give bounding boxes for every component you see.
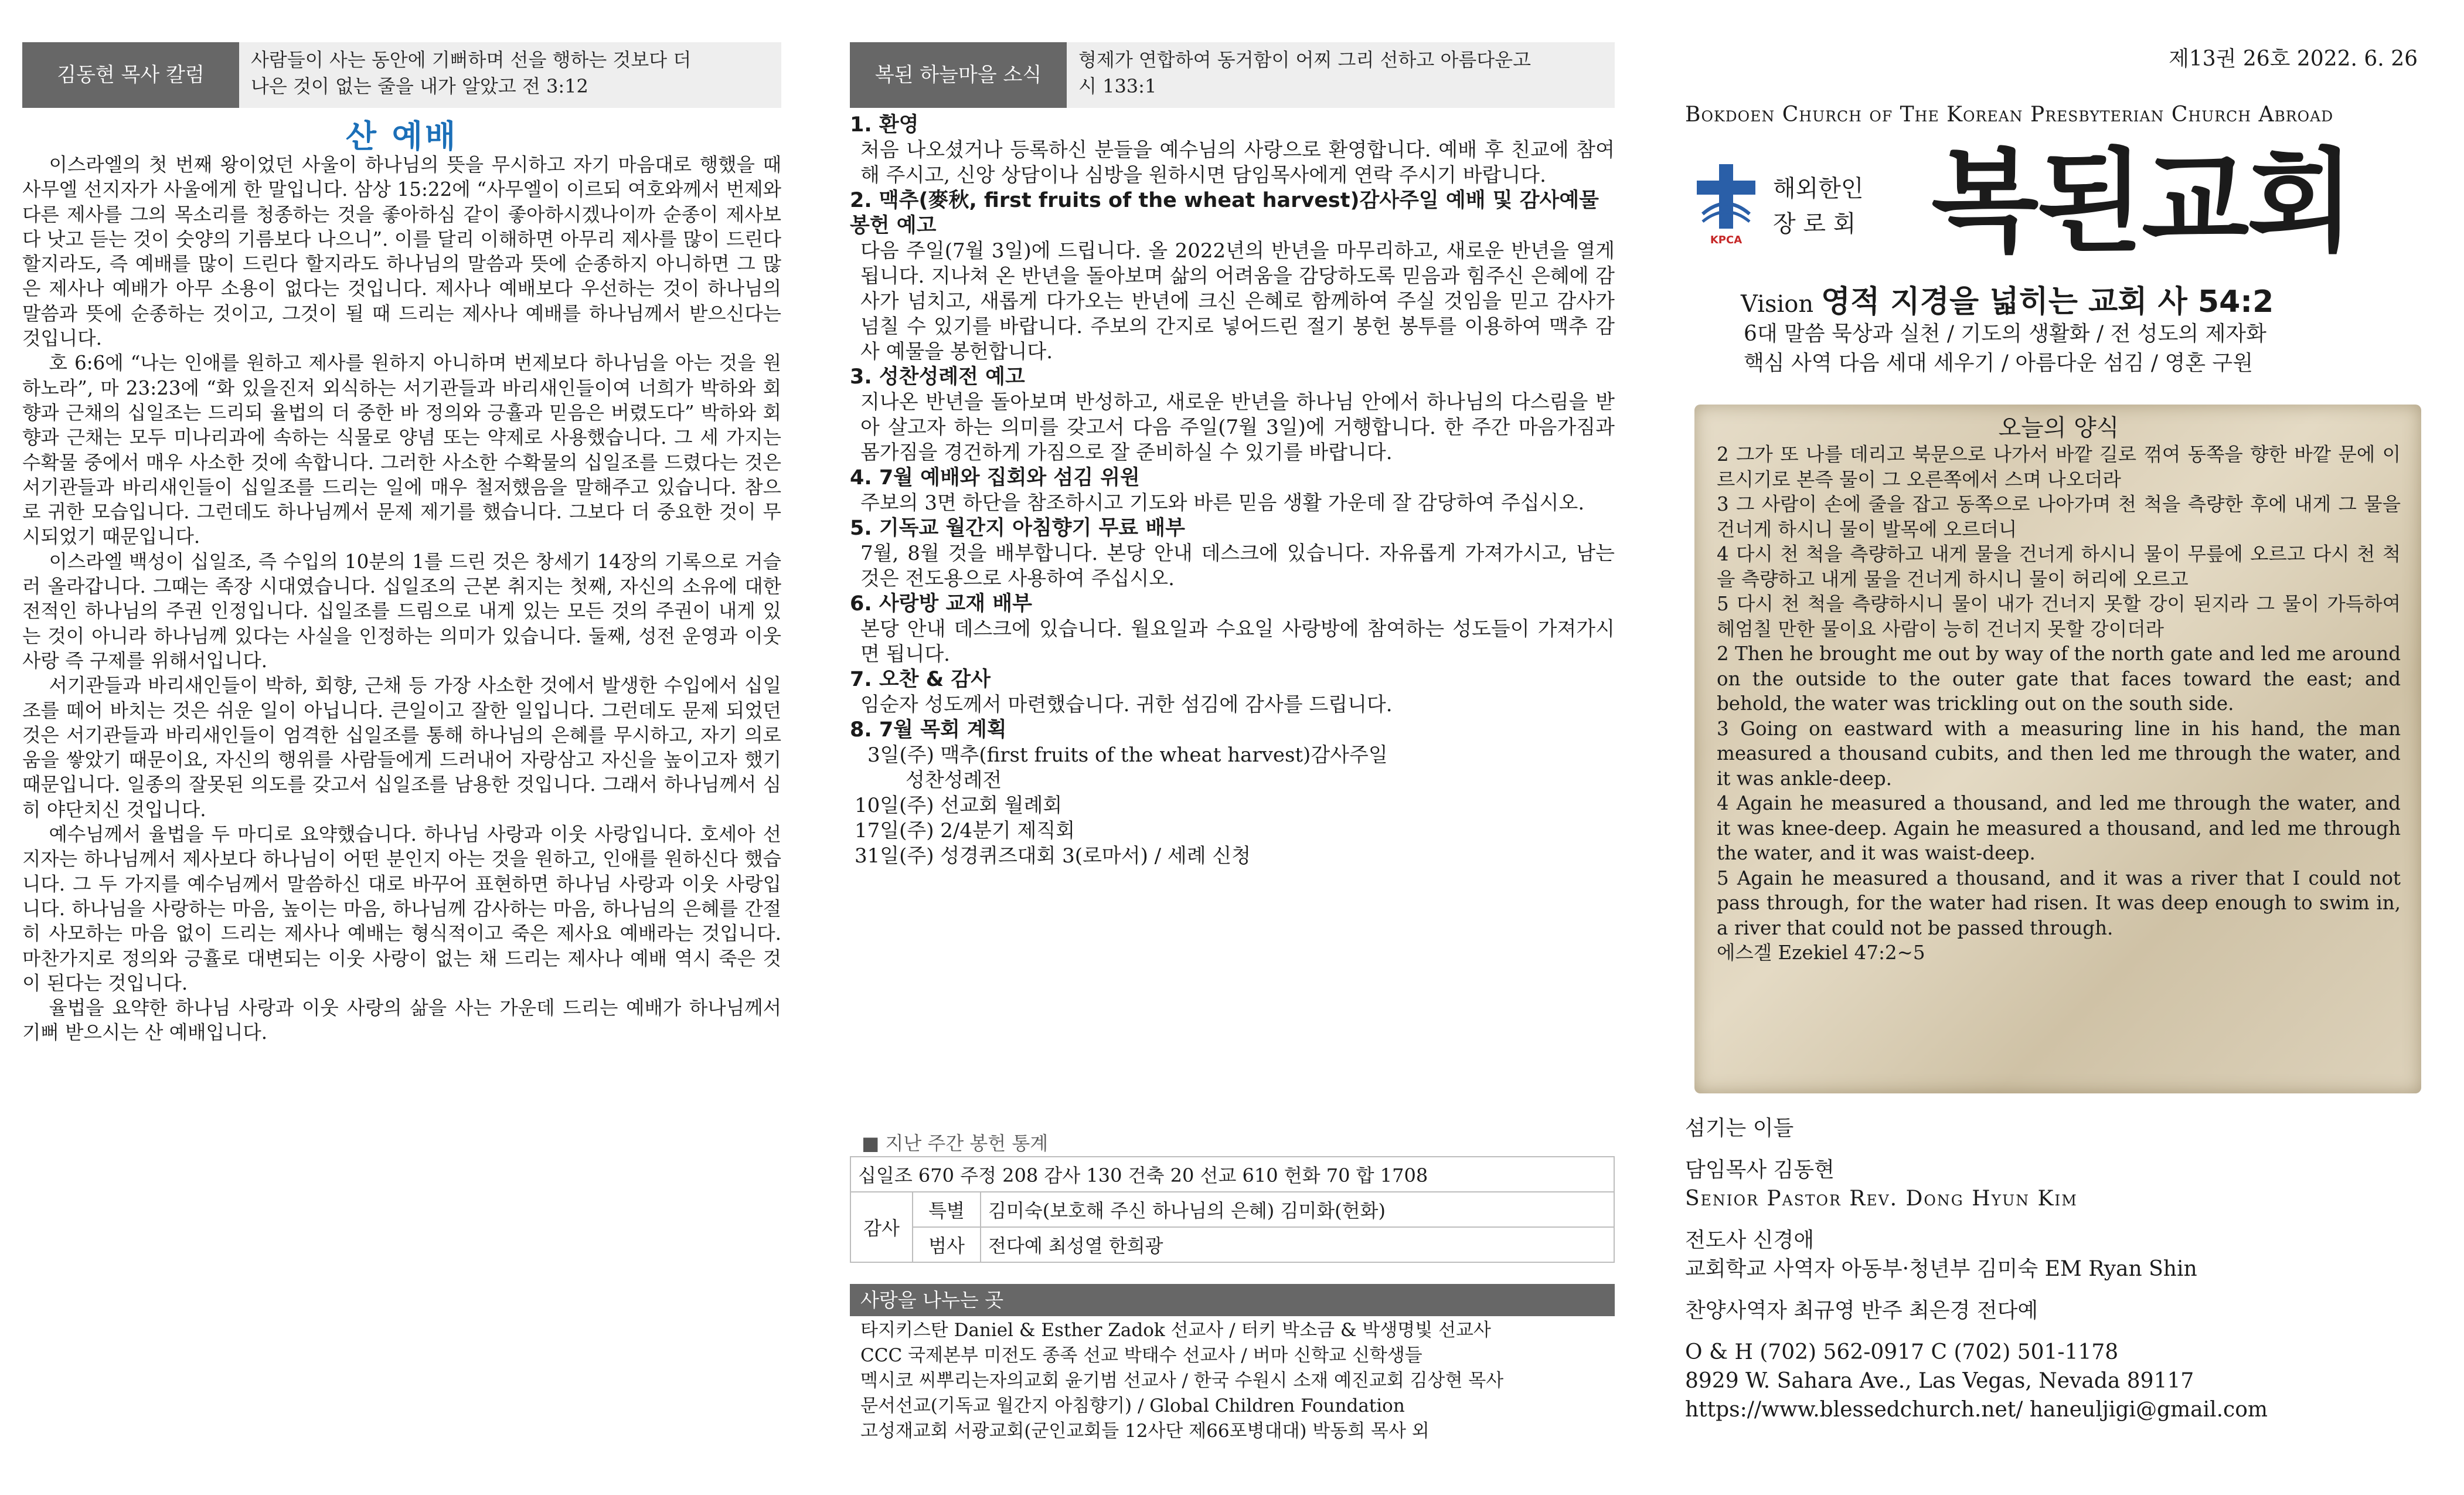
table-row xyxy=(850,1227,1614,1262)
verse-line: 4 Again he measured a thousand, and led me through the water, and it was knee-deep. Again he measured a thousand, and led me through the water, and it was waist-deep. xyxy=(1717,792,2401,864)
list-item: 고성재교회 서광교회(군인교회들 12사단 제66포병대대) 박동희 목사 외 xyxy=(860,1421,1430,1442)
offering-totals: 십일조 670 주정 208 감사 130 건축 20 선교 610 헌화 70 합 1708 xyxy=(850,1157,1614,1192)
verse-line: 5 다시 천 척을 측량하시니 물이 내가 건너지 못할 강이 된지라 그 물이 가득하여 헤엄칠 만한 물이요 사람이 능히 건너지 못할 강이더라 xyxy=(1717,593,2401,640)
notice-heading: 5. 기독교 월간지 아침향기 무료 배부 xyxy=(850,517,1185,540)
bumsa-value: 전다예 최성열 한희광 xyxy=(981,1227,1614,1262)
column-header xyxy=(850,42,1615,108)
header-verse: 사람들이 사는 동안에 기뻐하며 선을 행하는 것보다 더 나은 것이 없는 줄을 내가 알았고 전 3:12 xyxy=(251,49,692,97)
staff-title: 섬기는 이들 xyxy=(1685,1116,1794,1140)
verse-reference: 에스겔 Ezekiel 47:2~5 xyxy=(1717,942,1925,964)
notice-body: 다음 주일(7월 3일)에 드립니다. 올 2022년의 반년을 마무리하고, 새로운 반년을 열게 됩니다. 지나쳐 온 반년을 돌아보며 삶의 어려움을 감당하도록 믿음과 힘주신 은혜에 감사가 넘치고, 새롭게 다가오는 반년에 크신 은혜로 함께하여 주실 것임을 믿고 감사가 넘칠 수 있기를 바랍니다. 주보의 간지로 넣어드린 절기 봉헌 봉투를 이용하여 맥추 감사 예물을 봉헌합니다. xyxy=(860,239,1615,363)
notice-body: 지나온 반년을 돌아보며 반성하고, 새로운 반년을 하나님 안에서 하나님의 다스림을 받아 살고자 하는 의미를 갖고서 다음 주일(7월 3일)에 거행합니다. 한 주간 마음가짐과 몸가짐을 경건하게 가짐으로 잘 준비하실 수 있기를 바랍니다. xyxy=(860,390,1615,464)
essay-paragraph: 서기관들과 바리새인들이 박하, 회향, 근채 등 가장 사소한 것에서 발생한 수입에서 십일조를 떼어 바치는 것은 쉬운 일이 아닙니다. 큰일이고 잘한 일입니다. 그런데도 문제 되었던 것은 서기관들과 바리새인들이 엄격한 십일조를 통해 하나님의 은혜를 무시하고, 자기 의로움을 쌓았기 때문이요, 자신의 행위를 사람들에게 드러내어 자랑삼고 자신을 높이고자 했기 때문입니다. 일종의 잘못된 의도를 갖고서 십일조를 남용한 것입니다. 그래서 하나님께서 심히 야단치신 것입니다. xyxy=(22,674,781,821)
bumsa-label: 범사 xyxy=(913,1227,981,1262)
schedule-item: 성찬성례전 xyxy=(906,769,1002,792)
list-item: 멕시코 씨뿌리는자의교회 윤기범 선교사 / 한국 수원시 소재 예진교회 김상현 목사 xyxy=(860,1370,1504,1391)
special-value: 김미숙(보호해 주신 하나님의 은혜) 김미화(헌화) xyxy=(981,1192,1614,1227)
schedule-item: 17일(주) 2/4분기 제직회 xyxy=(855,819,1076,842)
schedule-item: 31일(주) 성경퀴즈대회 3(로마서) / 세례 신청 xyxy=(855,844,1251,868)
notice-heading: 7. 오찬 & 감사 xyxy=(850,668,991,691)
staff-info xyxy=(1685,1114,2441,1424)
pastor-english: Senior Pastor Rev. Dong Hyun Kim xyxy=(1685,1187,2078,1211)
notice-heading: 3. 성찬성례전 예고 xyxy=(850,365,1025,389)
denomination-label: 해외한인 장 로 회 xyxy=(1773,175,1864,237)
header-verse: 형제가 연합하여 동거함이 어찌 그리 선하고 아름다운고 시 133:1 xyxy=(1078,49,1532,97)
notice-heading: 6. 사랑방 교재 배부 xyxy=(850,592,1032,616)
kpca-cross-logo-icon xyxy=(1685,158,1767,246)
notice-body: 처음 나오셨거나 등록하신 분들을 예수님의 사랑으로 환영합니다. 예배 후 친교에 참여해 주시고, 신앙 상담이나 심방을 원하시면 담임목사에게 연락 주시기 바랍니다. xyxy=(860,138,1615,187)
education-staff: 교회학교 사역자 아동부·청년부 김미숙 EM Ryan Shin xyxy=(1685,1257,2197,1281)
daily-bread-box xyxy=(1694,405,2421,1093)
verse-line: 2 그가 또 나를 데리고 북문으로 나가서 바깥 길로 꺾여 동쪽을 향한 바깥 문에 이르시기로 본즉 물이 그 오른쪽에서 스며 나오더라 xyxy=(1717,443,2401,491)
vision-statement: Vision 영적 지경을 넓히는 교회 사 54:2 xyxy=(1741,284,2274,320)
church-address: 8929 W. Sahara Ave., Las Vegas, Nevada 89117 xyxy=(1685,1369,2194,1393)
essay-paragraph: 호 6:6에 “나는 인애를 원하고 제사를 원하지 아니하며 번제보다 하나님을 아는 것을 원하노라”, 마 23:23에 “화 있을진저 외식하는 서기관들과 바리새인들이여 너희가 박하와 회향과 근채의 십일조는 드리되 율법의 더 중한 바 정의와 긍휼과 믿음은 버렸도다” 박하와 회향과 근채는 모두 미나리과에 속하는 식물로 양념 또는 약제로 사용했습니다. 그 세 가지는 수확물 중에서 매우 사소한 것에 속합니다. 그러한 사소한 수확물의 십일조를 드렸다는 것은 서기관들과 바리새인들이 십일조를 드리는 일에 매우 철저했음을 말해주고 있습니다. 참으로 귀한 모습입니다. 그런데도 하나님께서 문제 제기를 했습니다. 그보다 더 중요한 것이 무시되었기 때문입니다. xyxy=(22,352,781,548)
notice-heading: 2. 맥추(麥秋, first fruits of the wheat harvest)감사주일 예배 및 감사예물 봉헌 예고 xyxy=(850,189,1599,237)
notice-body: 임순자 성도께서 마련했습니다. 귀한 섬김에 감사를 드립니다. xyxy=(860,693,1393,716)
mission-support-title: 사랑을 나누는 곳 xyxy=(850,1284,1615,1316)
offering-stats-title: ■ 지난 주간 봉헌 통계 xyxy=(862,1132,1049,1154)
list-item: 타지키스탄 Daniel & Esther Zadok 선교사 / 터키 박소금 & 박생명빛 선교사 xyxy=(860,1320,1491,1341)
evangelist: 전도사 신경애 xyxy=(1685,1228,1815,1252)
notice-heading: 8. 7월 목회 계획 xyxy=(850,718,1007,742)
column-masthead xyxy=(1685,0,2441,1495)
column-title: 산 예배 xyxy=(345,118,458,155)
special-label: 특별 xyxy=(913,1192,981,1227)
mission-support-list xyxy=(860,1318,1616,1444)
notice-heading: 1. 환영 xyxy=(850,113,919,137)
issue-info: 제13권 26호 2022. 6. 26 xyxy=(2169,47,2418,71)
essay-paragraph: 예수님께서 율법을 두 마디로 요약했습니다. 하나님 사랑과 이웃 사랑입니다. 호세아 선지자는 하나님께서 제사보다 하나님이 어떤 분인지 아는 것을 원하고, 인애를 원하신다 했습니다. 그 두 가지를 예수님께서 말씀하신 대로 바꾸어 표현하면 하나님 사랑과 이웃 사랑입니다. 하나님을 사랑하는 마음, 높이는 마음, 하나님께 감사하는 마음, 하나님의 은혜를 간절히 사모하는 마음 없이 드리는 제사나 예배는 형식적이고 죽은 제사요 예배라는 것입니다. 마찬가지로 정의와 긍휼로 대변되는 이웃 사랑이 없는 채 드리는 제사나 예배 역시 죽은 것이 된다는 것입니다. xyxy=(22,823,781,994)
section-tag: 김동현 목사 칼럼 xyxy=(22,42,239,108)
column-pastor-column xyxy=(22,0,781,1495)
offering-stats-table xyxy=(850,1156,1615,1263)
notice-body: 주보의 3면 하단을 참조하시고 기도와 바른 믿음 생활 가운데 잘 감당하여 주십시오. xyxy=(860,491,1585,515)
verse-line: 3 Going on eastward with a measuring line in his hand, the man measured a thousand cubits, and then led me through the water, and it was ankle-deep. xyxy=(1717,717,2401,790)
schedule-item: 10일(주) 선교회 월례회 xyxy=(855,794,1063,817)
english-church-name: Bokdoen Church of The Korean Presbyterian Church Abroad xyxy=(1685,103,2334,127)
table-row xyxy=(850,1157,1614,1192)
notice-body: 본당 안내 데스크에 있습니다. 월요일과 수요일 사랑방에 참여하는 성도들이 가져가시면 됩니다. xyxy=(860,617,1615,666)
column-news xyxy=(850,0,1615,1495)
essay-body xyxy=(22,152,781,1045)
list-item: 문서선교(기독교 월간지 아침향기) / Global Children Foundation xyxy=(860,1395,1405,1416)
notice-body: 7월, 8월 것을 배부합니다. 본당 안내 데스크에 있습니다. 자유롭게 가져가시고, 남는 것은 전도용으로 사용하여 주십시오. xyxy=(860,542,1615,590)
verse-line: 2 Then he brought me out by way of the north gate and led me around on the outside to the outer gate that faces toward the east; and behold, the water was trickling out on the south side. xyxy=(1717,643,2401,715)
daily-bread-title: 오늘의 양식 xyxy=(1998,414,2119,441)
essay-paragraph: 이스라엘의 첫 번째 왕이었던 사울이 하나님의 뜻을 무시하고 자기 마음대로 행했을 때 사무엘 선지자가 사울에게 한 말입니다. 삼상 15:22에 “사무엘이 이르되 여호와께서 번제와 다른 제사를 그의 목소리를 청종하는 것을 좋아하심 같이 좋아하시겠나이까 순종이 제사보다 낫고 듣는 것이 숫양의 기름보다 나으니”. 이를 달리 이해하면 아무리 제사를 많이 드린다 할지라도, 즉 예배를 많이 드린다 할지라도 하나님의 말씀과 뜻에 순종하지 아니하면 그 많은 제사나 예배가 아무 소용이 없다는 것입니다. 제사나 예배보다 우선하는 것이 하나님의 말씀과 뜻에 순종하는 것이고, 그것이 될 때 드리는 제사나 예배를 하나님께서 받으신다는 것입니다. xyxy=(22,154,781,350)
notice-list xyxy=(850,113,1615,869)
website-email[interactable]: https://www.blessedchurch.net/ haneuljigi@gmail.com xyxy=(1685,1398,2268,1422)
verse-line: 4 다시 천 척을 측량하고 내게 물을 건너게 하시니 물이 무릎에 오르고 다시 천 척을 측량하고 내게 물을 건너게 하시니 물이 허리에 오르고 xyxy=(1717,543,2401,590)
essay-paragraph: 율법을 요약한 하나님 사랑과 이웃 사랑의 삶을 사는 가운데 드리는 예배가 하나님께서 기뻐 받으시는 산 예배입니다. xyxy=(22,997,781,1044)
verse-line: 3 그 사람이 손에 줄을 잡고 동쪽으로 나아가며 천 척을 측량한 후에 내게 그 물을 건너게 하시니 물이 발목에 오르더니 xyxy=(1717,493,2401,541)
pastor-korean: 담임목사 김동현 xyxy=(1685,1158,1835,1182)
schedule-item: 3일(주) 맥추(first fruits of the wheat harvest)감사주일 xyxy=(867,743,1388,767)
notice-heading: 4. 7월 예배와 집회와 섬김 위원 xyxy=(850,466,1140,490)
church-name: 복된교회 xyxy=(1931,137,2353,267)
column-header xyxy=(22,42,781,108)
essay-paragraph: 이스라엘 백성이 십일조, 즉 수입의 10분의 1를 드린 것은 창세기 14장의 기록으로 거슬러 올라갑니다. 그때는 족장 시대였습니다. 십일조의 근본 취지는 첫째, 자신의 소유에 대한 전적인 하나님의 주권 인정입니다. 십일조를 드림으로 내게 있는 모든 것의 주권이 내게 있는 것이 아니라 하나님께 있다는 사실을 인정하는 의미가 있습니다. 둘째, 성전 운영과 이웃 사랑 즉 구제를 위해서입니다. xyxy=(22,550,781,672)
table-row xyxy=(850,1192,1614,1227)
phone-numbers: O & H (702) 562-0917 C (702) 501-1178 xyxy=(1685,1340,2119,1364)
svg-text:KPCA: KPCA xyxy=(1710,234,1743,246)
thanks-label: 감사 xyxy=(850,1192,913,1262)
core-ministries: 6대 말씀 묵상과 실천 / 기도의 생활화 / 전 성도의 제자화 핵심 사역 다음 세대 세우기 / 아름다운 섬김 / 영혼 구원 xyxy=(1744,322,2266,375)
section-tag: 복된 하늘마을 소식 xyxy=(850,42,1067,108)
praise-staff: 찬양사역자 최규영 반주 최은경 전다예 xyxy=(1685,1299,2038,1323)
verse-line: 5 Again he measured a thousand, and it was a river that I could not pass through, for the water had risen. It was deep enough to swim in, a river that could not be passed through. xyxy=(1717,867,2401,939)
list-item: CCC 국제본부 미전도 종족 선교 박태수 선교사 / 버마 신학교 신학생들 xyxy=(860,1345,1422,1366)
